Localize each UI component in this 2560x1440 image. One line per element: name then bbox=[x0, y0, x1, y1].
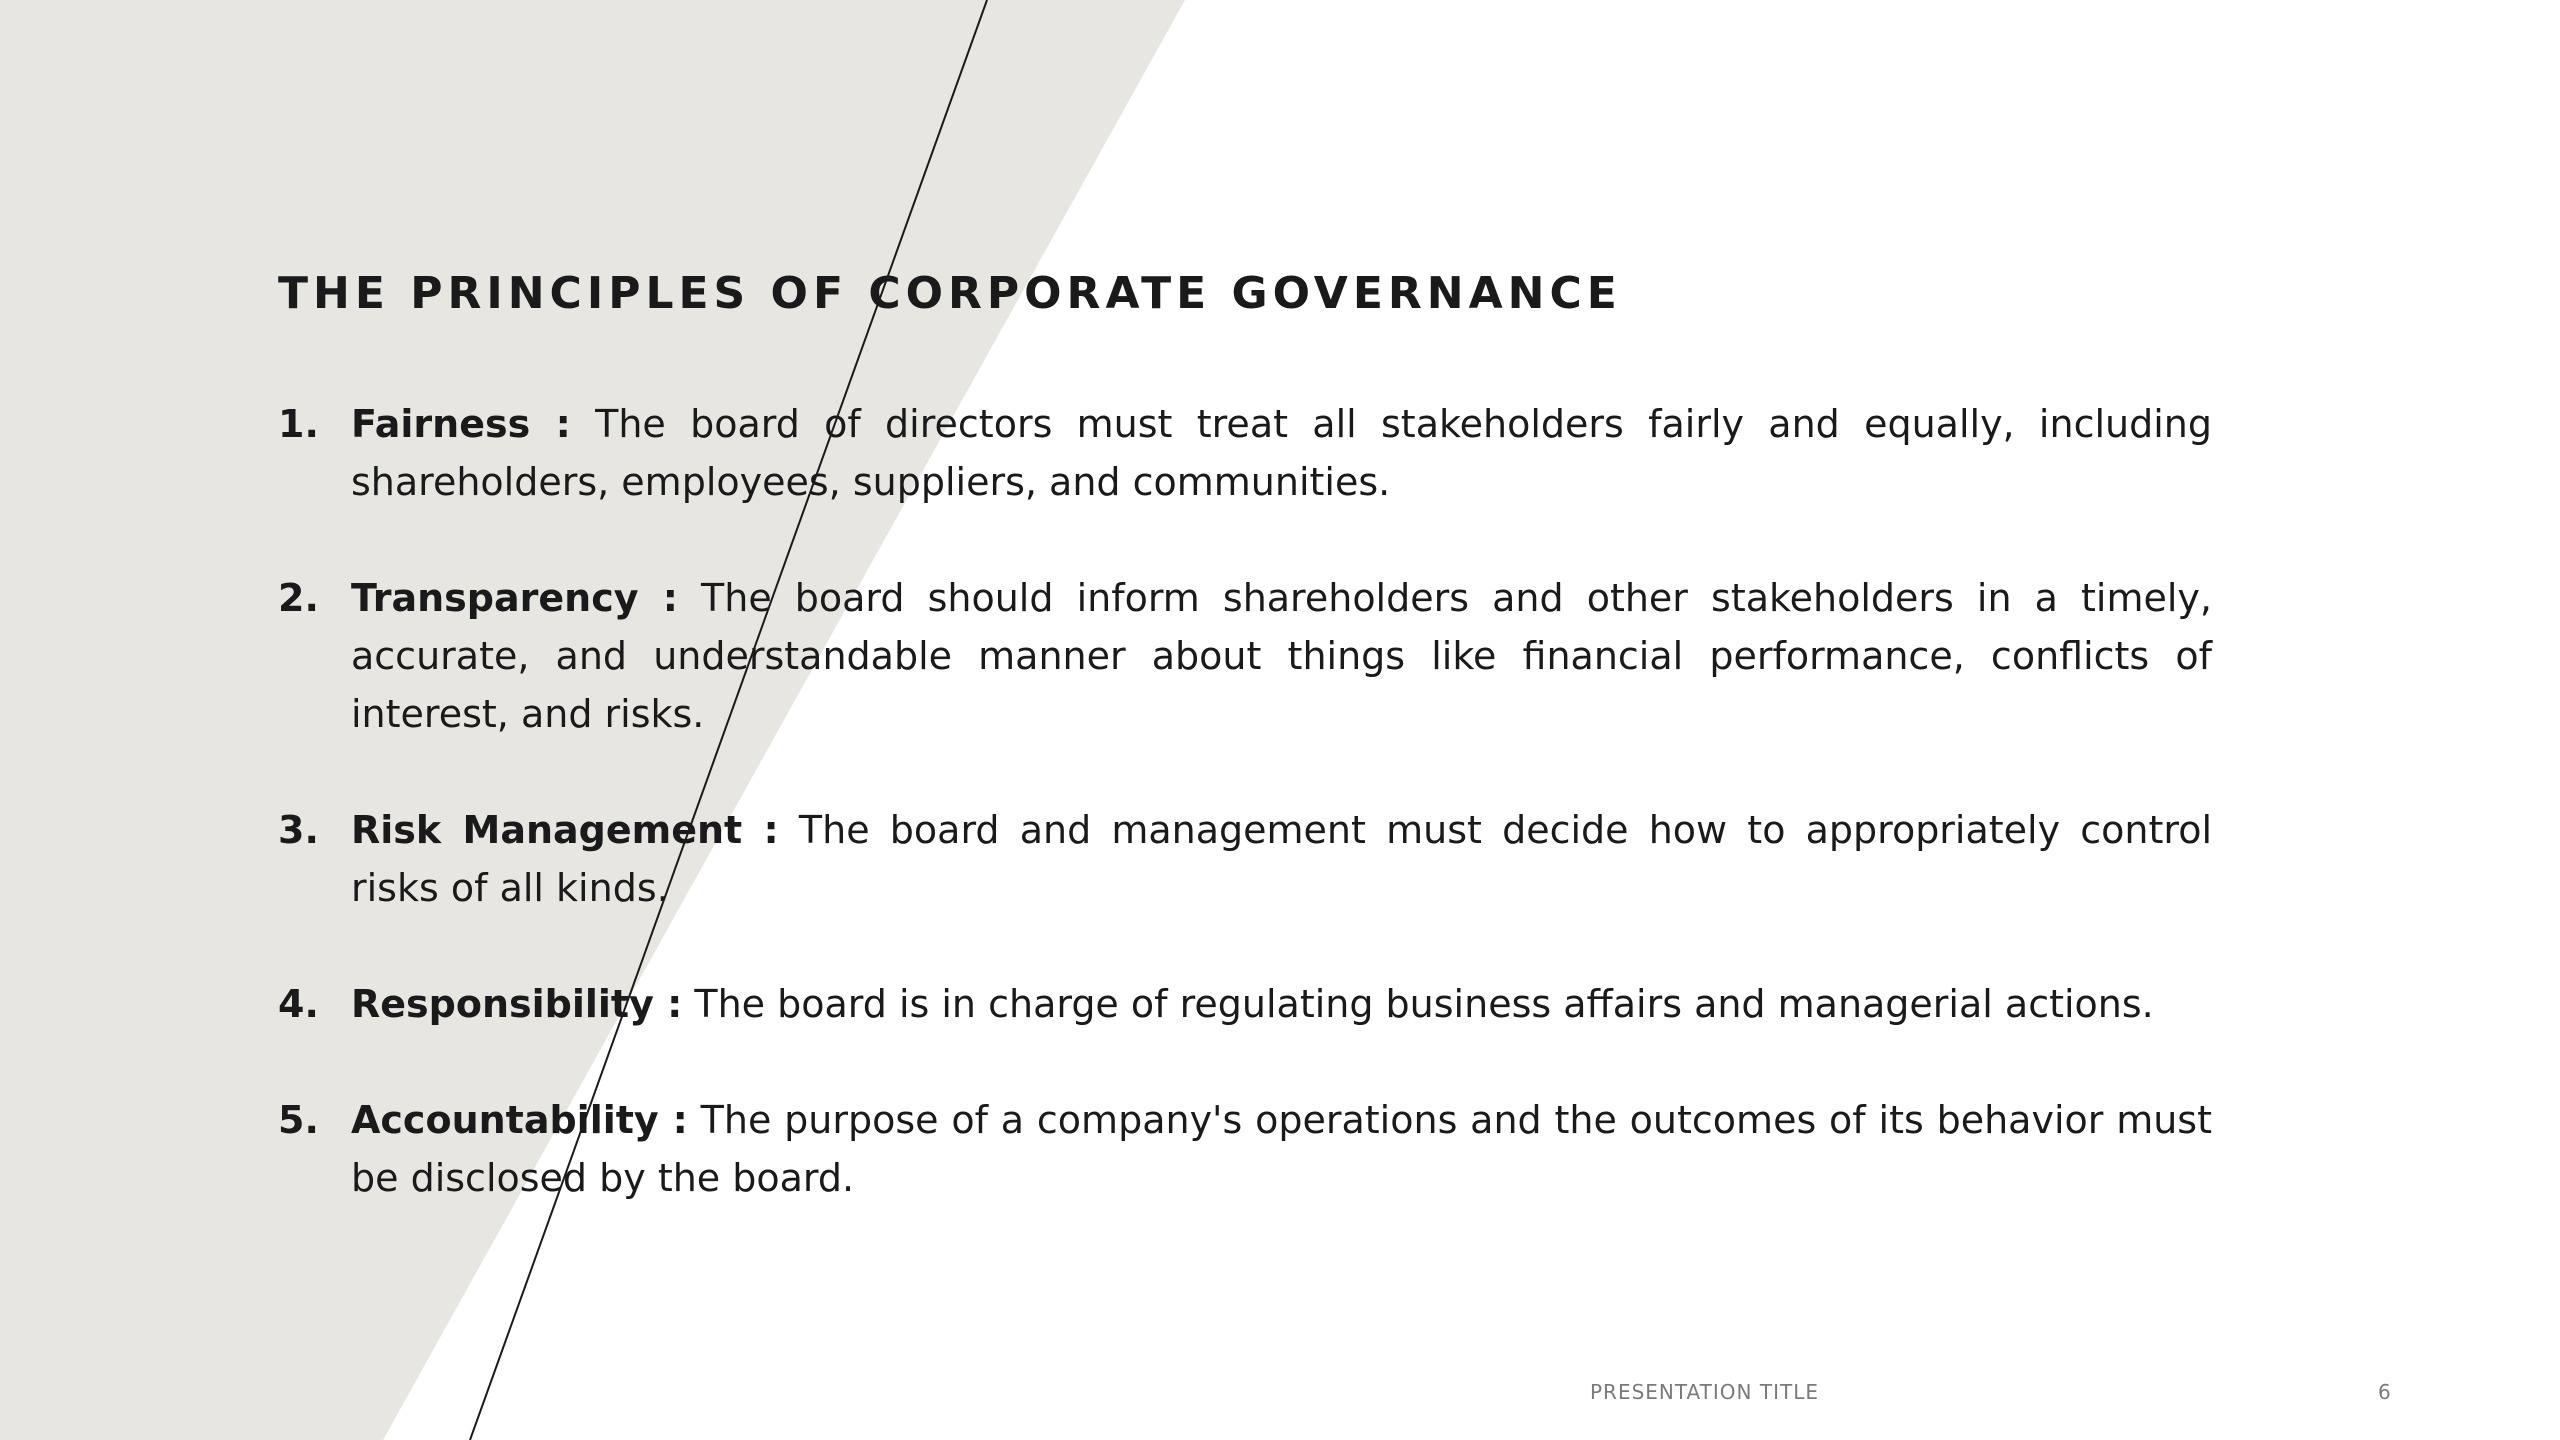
slide-title: THE PRINCIPLES OF CORPORATE GOVERNANCE bbox=[278, 268, 1622, 319]
list-item bbox=[278, 1091, 2212, 1207]
footer-presentation-title: PRESENTATION TITLE bbox=[1590, 1380, 1819, 1404]
item-number: 3. bbox=[278, 808, 319, 852]
item-number: 5. bbox=[278, 1098, 319, 1142]
item-text: The board is in charge of regulating business affairs and managerial actions. bbox=[682, 982, 2154, 1026]
item-term: Responsibility : bbox=[351, 982, 683, 1026]
principles-list bbox=[278, 395, 2212, 1265]
item-text: The board should inform shareholders and other stakeholders in a timely, accurate, and understandable manner about things like financial performance, conflicts of interest, and risks. bbox=[351, 576, 2212, 736]
list-item bbox=[278, 395, 2212, 511]
item-number: 2. bbox=[278, 576, 319, 620]
item-text: The purpose of a company's operations and the outcomes of its behavior must be disclosed by the board. bbox=[351, 1098, 2212, 1200]
item-number: 4. bbox=[278, 982, 319, 1026]
list-item bbox=[278, 569, 2212, 743]
item-number: 1. bbox=[278, 402, 319, 446]
item-term: Accountability : bbox=[351, 1098, 688, 1142]
item-term: Risk Management : bbox=[351, 808, 779, 852]
item-term: Transparency : bbox=[351, 576, 678, 620]
item-term: Fairness : bbox=[351, 402, 571, 446]
list-item bbox=[278, 801, 2212, 917]
list-item bbox=[278, 975, 2212, 1033]
item-text: The board and management must decide how to appropriately control risks of all kinds. bbox=[351, 808, 2212, 910]
item-text: The board of directors must treat all stakeholders fairly and equally, including shareholders, employees, suppliers, and communities. bbox=[351, 402, 2212, 504]
footer-page-number: 6 bbox=[2378, 1380, 2391, 1404]
